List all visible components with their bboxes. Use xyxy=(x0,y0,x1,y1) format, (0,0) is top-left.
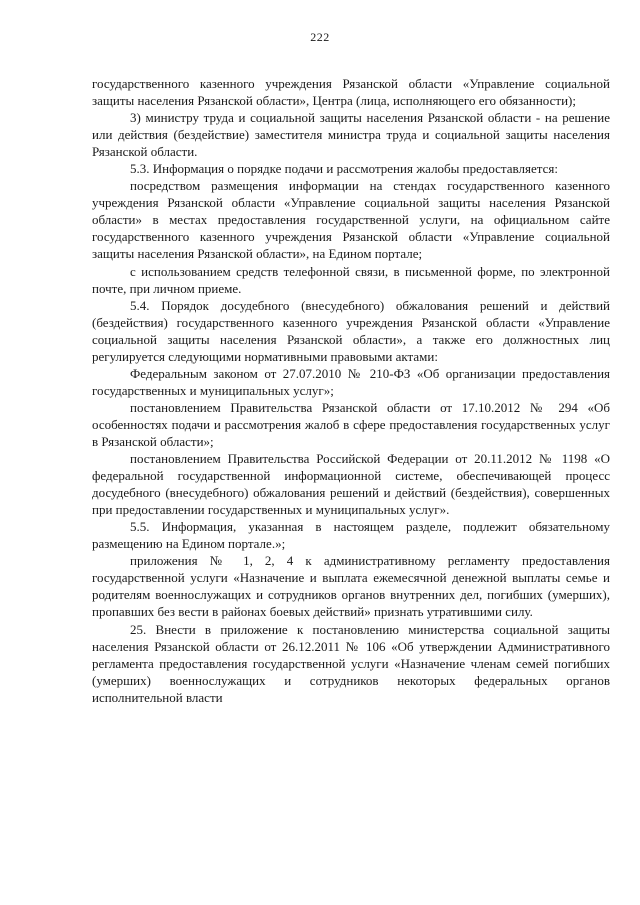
paragraph-5-5: 5.5. Информация, указанная в настоящем разделе, подлежит обязательному размещению на Едином портале.»; xyxy=(92,519,610,552)
document-body xyxy=(92,75,610,706)
paragraph-5-4: 5.4. Порядок досудебного (внесудебного) обжалования решений и действий (бездействия) государственного казенного учреждения Рязанской области «Управление социальной защиты населения Рязанской области», а также его должностных лиц регулируется следующими нормативными правовыми актами: xyxy=(92,297,610,364)
paragraph-phone-info: с использованием средств телефонной связи, в письменной форме, по электронной почте, при личном приеме. xyxy=(92,263,610,296)
paragraph-5-3: 5.3. Информация о порядке подачи и рассмотрения жалобы предоставляется: xyxy=(130,161,558,177)
page-number: 222 xyxy=(310,30,330,44)
paragraph-stands-info: посредством размещения информации на стендах государственного казенного учреждения Рязанской области «Управление социальной защиты населения Рязанской области» в местах предоставления государственной услуги, на официальном сайте государственного казенного учреждения Рязанской области «Управление социальной защиты населения Рязанской области», на Едином портале; xyxy=(92,178,610,262)
paragraph-federal-resolution: постановлением Правительства Российской Федерации от 20.11.2012 № 1198 «О федеральной государственной информационной системе, обеспечивающей процесс досудебного (внесудебного) обжалования решений и действий (бездействия), совершенных при предоставлении государственных и муниципальных услуг». xyxy=(92,451,610,518)
paragraph-regional-resolution: постановлением Правительства Рязанской области от 17.10.2012 № 294 «Об особенностях подачи и рассмотрения жалоб в сфере предоставления государственных услуг в Рязанской области»; xyxy=(92,399,610,449)
paragraph-item-25: 25. Внести в приложение к постановлению министерства социальной защиты населения Рязанской области от 26.12.2011 № 106 «Об утверждении Административного регламента предоставления государственной услуги «Назначение членам семей погибших (умерших) военнослужащих и сотрудников некоторых федеральных органов исполнительной власти xyxy=(92,621,610,705)
paragraph-minister-complaint: 3) министру труда и социальной защиты населения Рязанской области - на решение или действия (бездействие) заместителя министра труда и социальной защиты населения Рязанской области. xyxy=(92,110,610,160)
paragraph-appendices: приложения № 1, 2, 4 к административному регламенту предоставления государственной услуги «Назначение и выплата ежемесячной денежной выплаты семье и родителям военнослужащих и сотрудников органов внутренних дел, погибших (умерших), пропавших без вести в районах боевых действий» признать утратившими силу. xyxy=(92,553,610,620)
paragraph-continuation: государственного казенного учреждения Рязанской области «Управление социальной защиты населения Рязанской области», Центра (лица, исполняющего его обязанности); xyxy=(92,76,610,109)
paragraph-federal-law: Федеральным законом от 27.07.2010 № 210-ФЗ «Об организации предоставления государственных и муниципальных услуг»; xyxy=(92,365,610,398)
